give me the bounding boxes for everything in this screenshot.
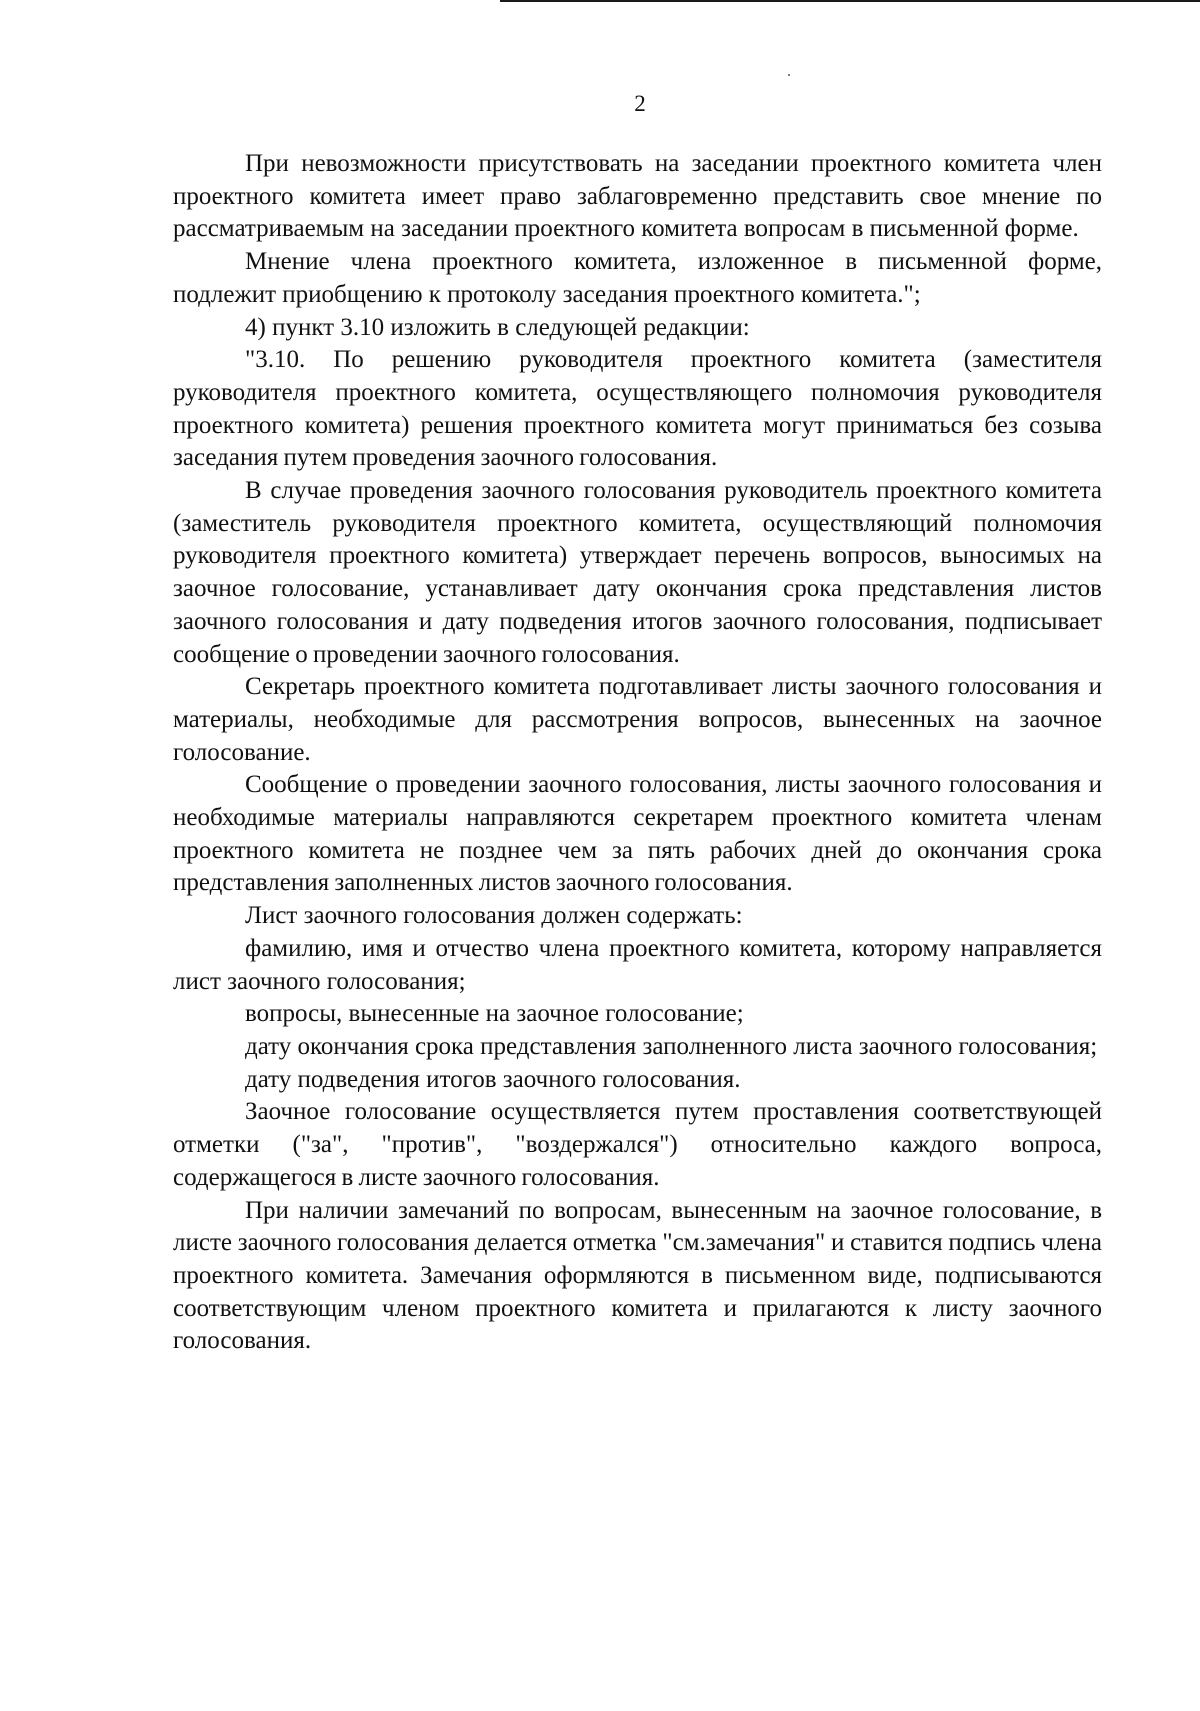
list-item: фамилию, имя и отчество члена проектного комитета, которому направляется лист заочного голосования;: [173, 934, 1102, 995]
paragraph: "3.10. По решению руководителя проектного комитета (заместителя руководителя проектного комитета, осуществляющего полномочия руководителя проектного комитета) решения проектного комитета могут приниматься без созыва заседания путем проведения заочного голосования.: [173, 346, 1102, 472]
paragraph: При невозможности присутствовать на заседании проектного комитета член проектного комитета имеет право заблаговременно представить свое мнение по рассматриваемым на заседании проектного комитета вопросам в письменной форме.: [173, 150, 1102, 243]
list-item: дату окончания срока представления заполненного листа заочного голосования;: [245, 1032, 1098, 1060]
paragraph: Лист заочного голосования должен содержать:: [245, 902, 743, 930]
paragraph: В случае проведения заочного голосования руководитель проектного комитета (заместитель руководителя проектного комитета, осуществляющий полномочия руководителя проектного комитета) утверждает перечень вопросов, выносимых на заочное голосование, устанавливает дату окончания срока представления листов заочного голосования и дату подведения итогов заочного голосования, подписывает сообщение о проведении заочного голосования.: [173, 477, 1102, 668]
paragraph: Секретарь проектного комитета подготавливает листы заочного голосования и материалы, необходимые для рассмотрения вопросов, вынесенных на заочное голосование.: [173, 673, 1102, 766]
paragraph: 4) пункт 3.10 изложить в следующей редакции:: [245, 313, 750, 341]
list-item: дату подведения итогов заочного голосования.: [245, 1065, 741, 1093]
paragraph: Мнение члена проектного комитета, изложенное в письменной форме, подлежит приобщению к протоколу заседания проектного комитета.";: [173, 248, 1102, 308]
scan-edge-line: [500, 0, 1200, 2]
page-number: 2: [634, 91, 646, 116]
document-body: [173, 148, 1102, 1358]
scan-speck: [788, 74, 790, 76]
list-item: вопросы, вынесенные на заочное голосование;: [245, 1000, 744, 1028]
paragraph: Сообщение о проведении заочного голосования, листы заочного голосования и необходимые материалы направляются секретарем проектного комитета членам проектного комитета не позднее чем за пять рабочих дней до окончания срока представления заполненных листов заочного голосования.: [173, 771, 1102, 897]
paragraph: При наличии замечаний по вопросам, вынесенным на заочное голосование, в листе заочного голосования делается отметка "см.замечания" и ставится подпись члена проектного комитета. Замечания оформляются в письменном виде, подписываются соответствующим членом проектного комитета и прилагаются к листу заочного голосования.: [173, 1196, 1102, 1355]
paragraph: Заочное голосование осуществляется путем проставления соответствующей отметки ("за", "против", "воздержался") относительно каждого вопроса, содержащегося в листе заочного голосования.: [173, 1098, 1102, 1191]
